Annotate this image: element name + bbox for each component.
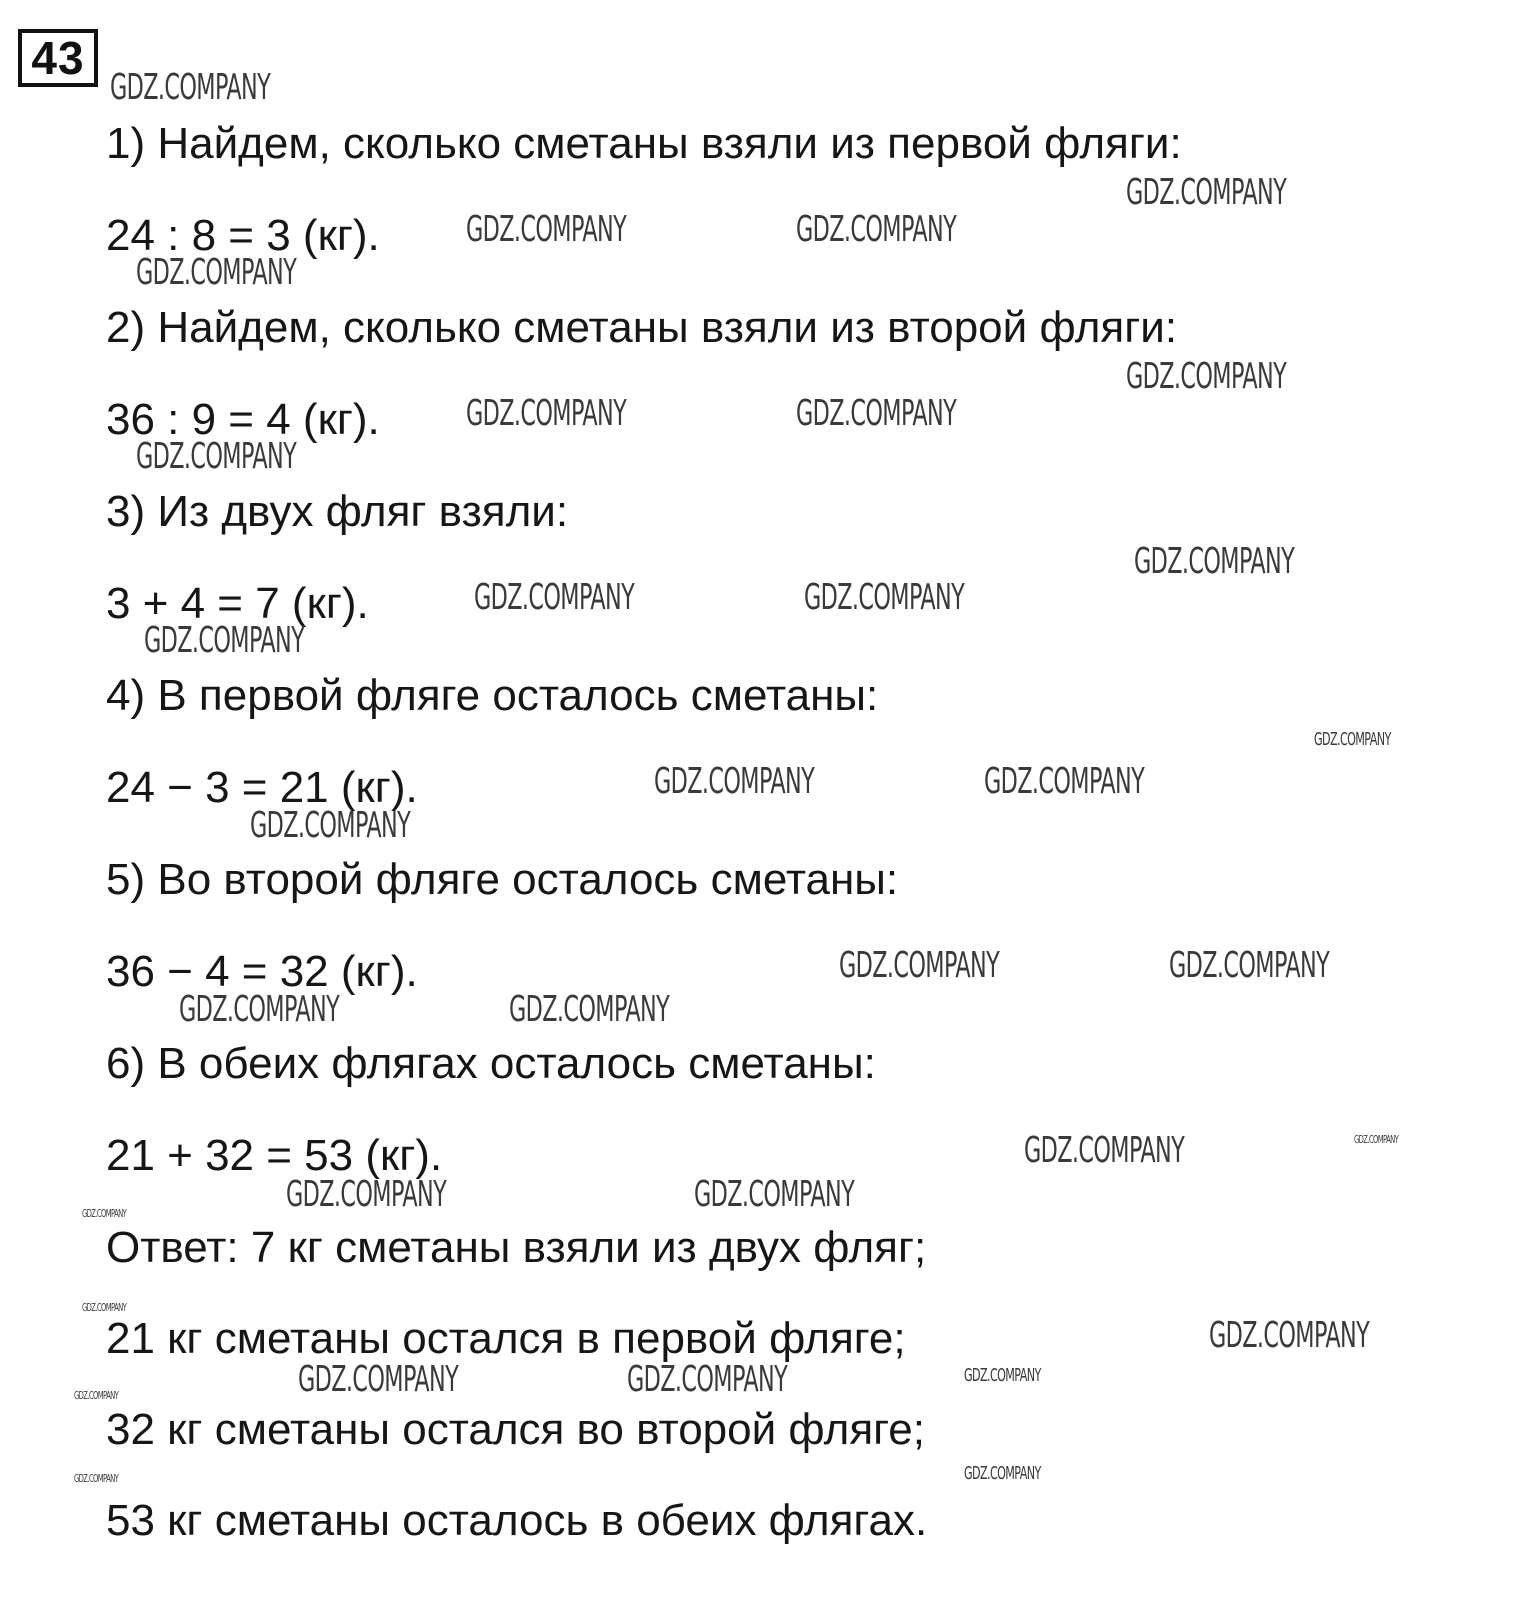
watermark: GDZ.COMPANY	[74, 1472, 119, 1485]
answer-line: 21 кг сметаны остался в первой фляге;	[106, 1314, 906, 1363]
solution-line: 36 : 9 = 4 (кг).	[106, 395, 380, 444]
watermark: GDZ.COMPANY	[136, 436, 297, 477]
watermark: GDZ.COMPANY	[286, 1174, 447, 1215]
watermark: GDZ.COMPANY	[82, 1301, 127, 1314]
watermark: GDZ.COMPANY	[1314, 729, 1391, 750]
watermark: GDZ.COMPANY	[82, 1207, 127, 1220]
watermark: GDZ.COMPANY	[627, 1359, 788, 1400]
watermark: GDZ.COMPANY	[964, 1365, 1041, 1386]
solution-line: 21 + 32 = 53 (кг).	[106, 1131, 443, 1180]
watermark: GDZ.COMPANY	[466, 393, 627, 434]
watermark: GDZ.COMPANY	[466, 209, 627, 250]
watermark: GDZ.COMPANY	[984, 761, 1145, 802]
watermark: GDZ.COMPANY	[1134, 541, 1295, 582]
watermark: GDZ.COMPANY	[144, 620, 305, 661]
watermark: GDZ.COMPANY	[964, 1463, 1041, 1484]
watermark: GDZ.COMPANY	[474, 577, 635, 618]
answer-line: 32 кг сметаны остался во второй фляге;	[106, 1405, 925, 1454]
watermark: GDZ.COMPANY	[1354, 1133, 1399, 1146]
answer-line: Ответ: 7 кг сметаны взяли из двух фляг;	[106, 1223, 927, 1272]
watermark: GDZ.COMPANY	[136, 252, 297, 293]
watermark: GDZ.COMPANY	[654, 761, 815, 802]
solution-line: 2) Найдем, сколько сметаны взяли из второй фляги:	[106, 303, 1178, 352]
solution-line: 3 + 4 = 7 (кг).	[106, 579, 369, 628]
solution-line: 4) В первой фляге осталось сметаны:	[106, 671, 879, 720]
solution-line: 6) В обеих флягах осталось сметаны:	[106, 1039, 876, 1088]
solution-line: 5) Во второй фляге осталось сметаны:	[106, 855, 899, 904]
watermark: GDZ.COMPANY	[796, 393, 957, 434]
solution-line: 1) Найдем, сколько сметаны взяли из первой фляги:	[106, 119, 1182, 168]
watermark: GDZ.COMPANY	[179, 989, 340, 1030]
solution-line: 3) Из двух фляг взяли:	[106, 487, 569, 536]
answer-line: 53 кг сметаны осталось в обеих флягах.	[106, 1496, 928, 1545]
watermark: GDZ.COMPANY	[1126, 356, 1287, 397]
watermark: GDZ.COMPANY	[1126, 172, 1287, 213]
problem-number-box: 43	[18, 29, 98, 87]
watermark: GDZ.COMPANY	[250, 805, 411, 846]
watermark: GDZ.COMPANY	[509, 989, 670, 1030]
watermark: GDZ.COMPANY	[694, 1174, 855, 1215]
watermark: GDZ.COMPANY	[1169, 945, 1330, 986]
watermark: GDZ.COMPANY	[839, 945, 1000, 986]
watermark: GDZ.COMPANY	[110, 67, 271, 108]
watermark: GDZ.COMPANY	[1024, 1130, 1185, 1171]
solution-line: 36 − 4 = 32 (кг).	[106, 947, 418, 996]
solution-line: 24 − 3 = 21 (кг).	[106, 763, 418, 812]
watermark: GDZ.COMPANY	[804, 577, 965, 618]
solution-line: 24 : 8 = 3 (кг).	[106, 211, 380, 260]
watermark: GDZ.COMPANY	[1209, 1315, 1370, 1356]
watermark: GDZ.COMPANY	[796, 209, 957, 250]
watermark: GDZ.COMPANY	[74, 1389, 119, 1402]
watermark: GDZ.COMPANY	[298, 1359, 459, 1400]
